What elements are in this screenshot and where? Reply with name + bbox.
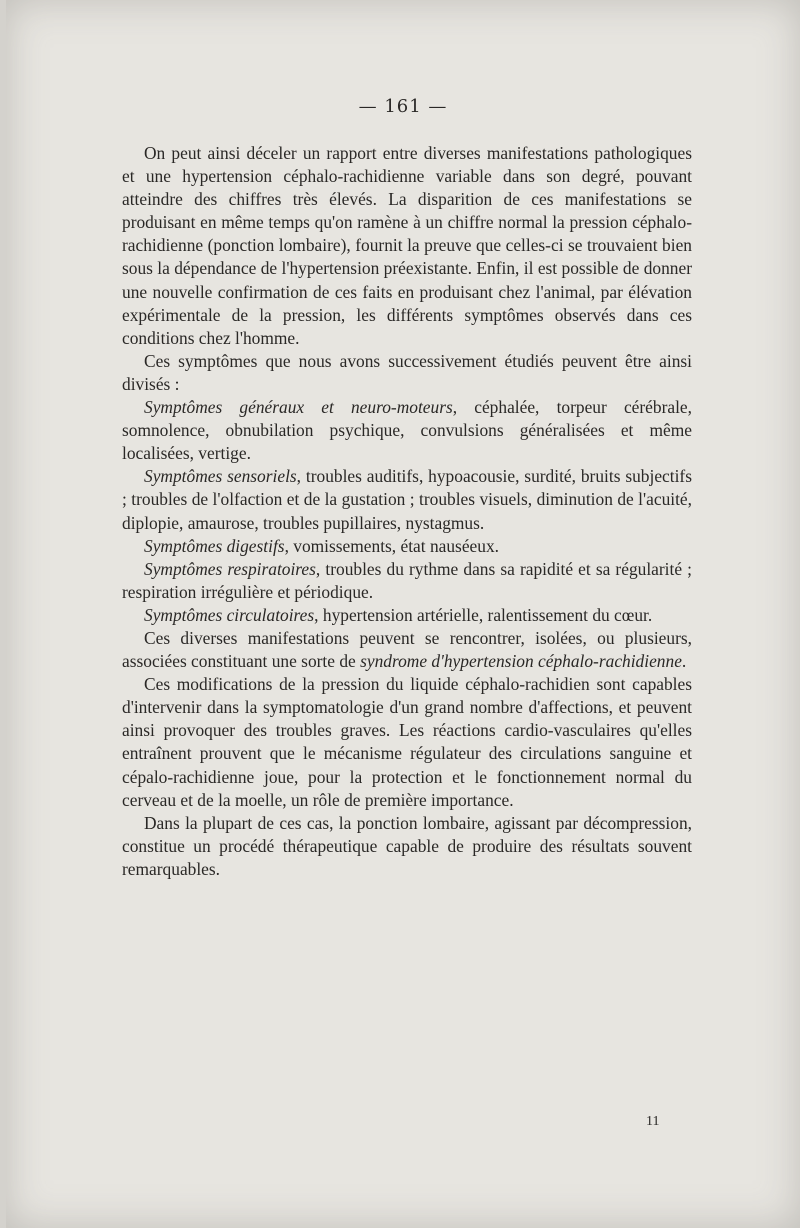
paragraph-7 [122, 604, 692, 627]
paragraph-8 [122, 627, 692, 673]
page [6, 0, 800, 1228]
paragraph-10: Dans la plupart de ces cas, la ponction lombaire, agissant par décompression, constitue un procédé thérapeutique capable de produire des résultats souvent remarquables. [122, 812, 692, 879]
symptom-label-digestive: Symptômes digestifs [144, 535, 285, 556]
symptom-text-circulatory: , hypertension artérielle, ralentissement du cœur. [314, 604, 653, 625]
symptom-label-circulatory: Symptômes circulatoires [144, 604, 315, 625]
paragraph-4 [122, 465, 692, 534]
symptom-label-respiratory: Symptômes respiratoires [144, 558, 316, 579]
syndrome-text-after: . [681, 651, 687, 672]
paragraph-1: On peut ainsi déceler un rapport entre diverses manifestations pathologiques et une hypertension céphalo-rachidienne variable dans son degré, pouvant atteindre des chiffres très élevés. La disparition de ces manifestations se produisant en même temps qu'on ramène à un chiffre normal la pression céphalo-rachidienne (ponction lombaire), fournit la preuve que celles-ci se trouvaient bien sous la dépendance de l'hypertension préexistante. Enfin, il est possible de donner une nouvelle confirmation de ces faits en produisant chez l'animal, par élévation expérimentale de la pression, les différents symptômes observés dans ces conditions chez l'homme. [122, 143, 692, 348]
syndrome-text-before: Ces diverses manifestations peuvent se rencontrer, isolées, ou plusieurs, associées constituant une sorte de [122, 627, 692, 672]
paragraph-6 [122, 558, 692, 604]
paragraph-9: Ces modifications de la pression du liquide céphalo-rachidien sont capables d'intervenir dans la symptomatologie d'un grand nombre d'affections, et peuvent ainsi provoquer des troubles graves. Les réactions cardio-vasculaires qu'elles entraînent prouvent que le mécanisme régulateur des circulations sanguine et cépalo-rachidienne joue, pour la protection et le fonctionnement normal du cerveau et de la moelle, un rôle de première importance. [122, 674, 692, 810]
paragraph-5 [122, 535, 692, 558]
symptom-text-digestive: , vomissements, état nauséeux. [284, 535, 499, 556]
symptom-label-general: Symptômes généraux et neuro-moteurs [144, 397, 453, 418]
symptom-label-sensory: Symptômes sensoriels [144, 466, 297, 487]
page-header: — 161 — [358, 96, 448, 117]
paragraph-2: Ces symptômes que nous avons successivement étudiés peuvent être ainsi divisés : [122, 350, 692, 394]
symptom-text-general: , céphalée, torpeur cérébrale, somnolence, obnubilation psychique, convulsions généralisées et même localisées, vertige. [122, 397, 692, 464]
signature-mark: 11 [646, 1114, 660, 1129]
symptom-text-sensory: , troubles auditifs, hypoacousie, surdité, bruits subjectifs ; troubles de l'olfaction et de la gustation ; troubles visuels, diminution de l'acuité, diplopie, amaurose, troubles pupillaires, nystagmus. [122, 466, 692, 533]
syndrome-term: syndrome d'hypertension céphalo-rachidienne [360, 651, 682, 672]
paragraph-3 [122, 396, 692, 465]
symptom-text-respiratory: , troubles du rythme dans sa rapidité et sa régularité ; respiration irrégulière et périodique. [122, 558, 692, 602]
body-text [122, 142, 692, 881]
